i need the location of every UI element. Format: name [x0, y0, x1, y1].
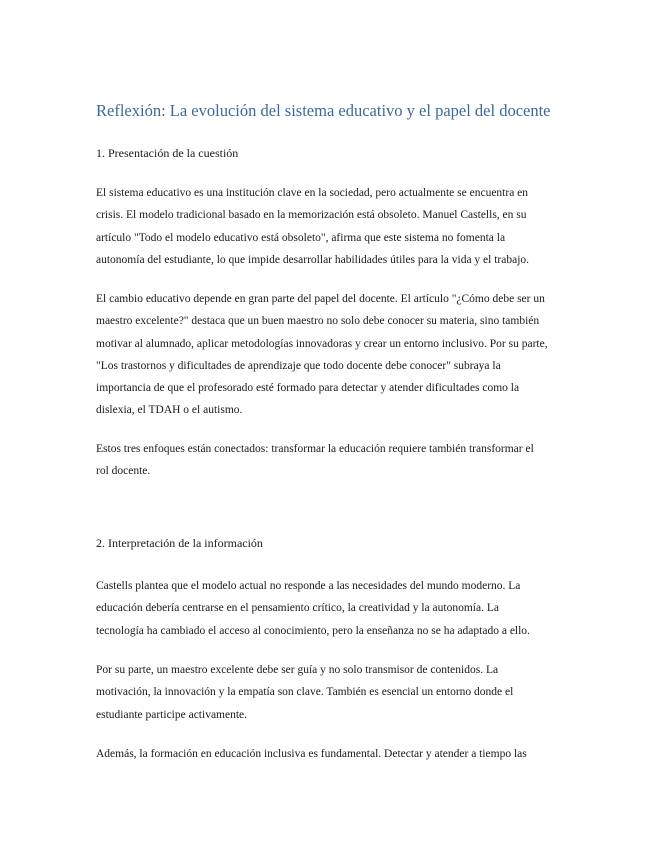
text-line: crisis. El modelo tradicional basado en la memorización está obsoleto. Manuel Castells, en su: [96, 209, 527, 222]
text-line: motivar al alumnado, aplicar metodologías innovadoras y crear un entorno inclusivo. Por su parte,: [96, 337, 548, 350]
text-line: rol docente.: [96, 465, 151, 478]
document-title: Reflexión: La evolución del sistema educativo y el papel del docente: [96, 101, 551, 120]
paragraph-sistema-educativo: [96, 182, 566, 271]
text-line: maestro excelente?" destaca que un buen maestro no solo debe conocer su materia, sino también: [96, 315, 540, 328]
text-line: Por su parte, un maestro excelente debe ser guía y no solo transmisor de contenidos. La: [96, 664, 499, 676]
text-line: El cambio educativo depende en gran parte del papel del docente. El artículo "¿Cómo debe ser un: [96, 293, 545, 305]
text-line: Castells plantea que el modelo actual no responde a las necesidades del mundo moderno. La: [96, 580, 521, 592]
section-heading-presentacion: 1. Presentación de la cuestión: [96, 146, 239, 160]
text-line: motivación, la innovación y la empatía son clave. También es esencial un entorno donde el: [96, 686, 514, 699]
paragraph-papel-docente: [96, 288, 566, 422]
text-line: tecnología ha cambiado el acceso al conocimiento, pero la enseñanza no se ha adaptado a ello.: [96, 624, 530, 637]
text-line: dislexia, el TDAH o el autismo.: [96, 404, 243, 417]
text-line: "Los trastornos y dificultades de aprendizaje que todo docente debe conocer" subraya la: [96, 359, 501, 372]
text-line: importancia de que el profesorado esté formado para detectar y atender dificultades como la: [96, 382, 520, 395]
paragraph-enfoques-conectados: [96, 438, 566, 483]
text-line: Estos tres enfoques están conectados: transformar la educación requiere también transformar el: [96, 443, 534, 455]
text-line: El sistema educativo es una institución clave en la sociedad, pero actualmente se encuentra en: [96, 187, 529, 199]
section-heading-interpretacion: 2. Interpretación de la información: [96, 536, 263, 550]
text-line: autonomía del estudiante, lo que impide desarrollar habilidades útiles para la vida y el trabajo.: [96, 253, 530, 266]
paragraph-maestro-excelente: [96, 659, 566, 726]
text-line: educación debería centrarse en el pensamiento crítico, la creatividad y la autonomía. La: [96, 602, 499, 615]
text-line: artículo "Todo el modelo educativo está obsoleto", afirma que este sistema no fomenta la: [96, 231, 506, 244]
paragraph-educacion-inclusiva: [96, 743, 566, 765]
text-line: estudiante participe activamente.: [96, 708, 248, 721]
text-line: Además, la formación en educación inclusiva es fundamental. Detectar y atender a tiempo las: [96, 748, 527, 760]
paragraph-castells: [96, 575, 566, 642]
